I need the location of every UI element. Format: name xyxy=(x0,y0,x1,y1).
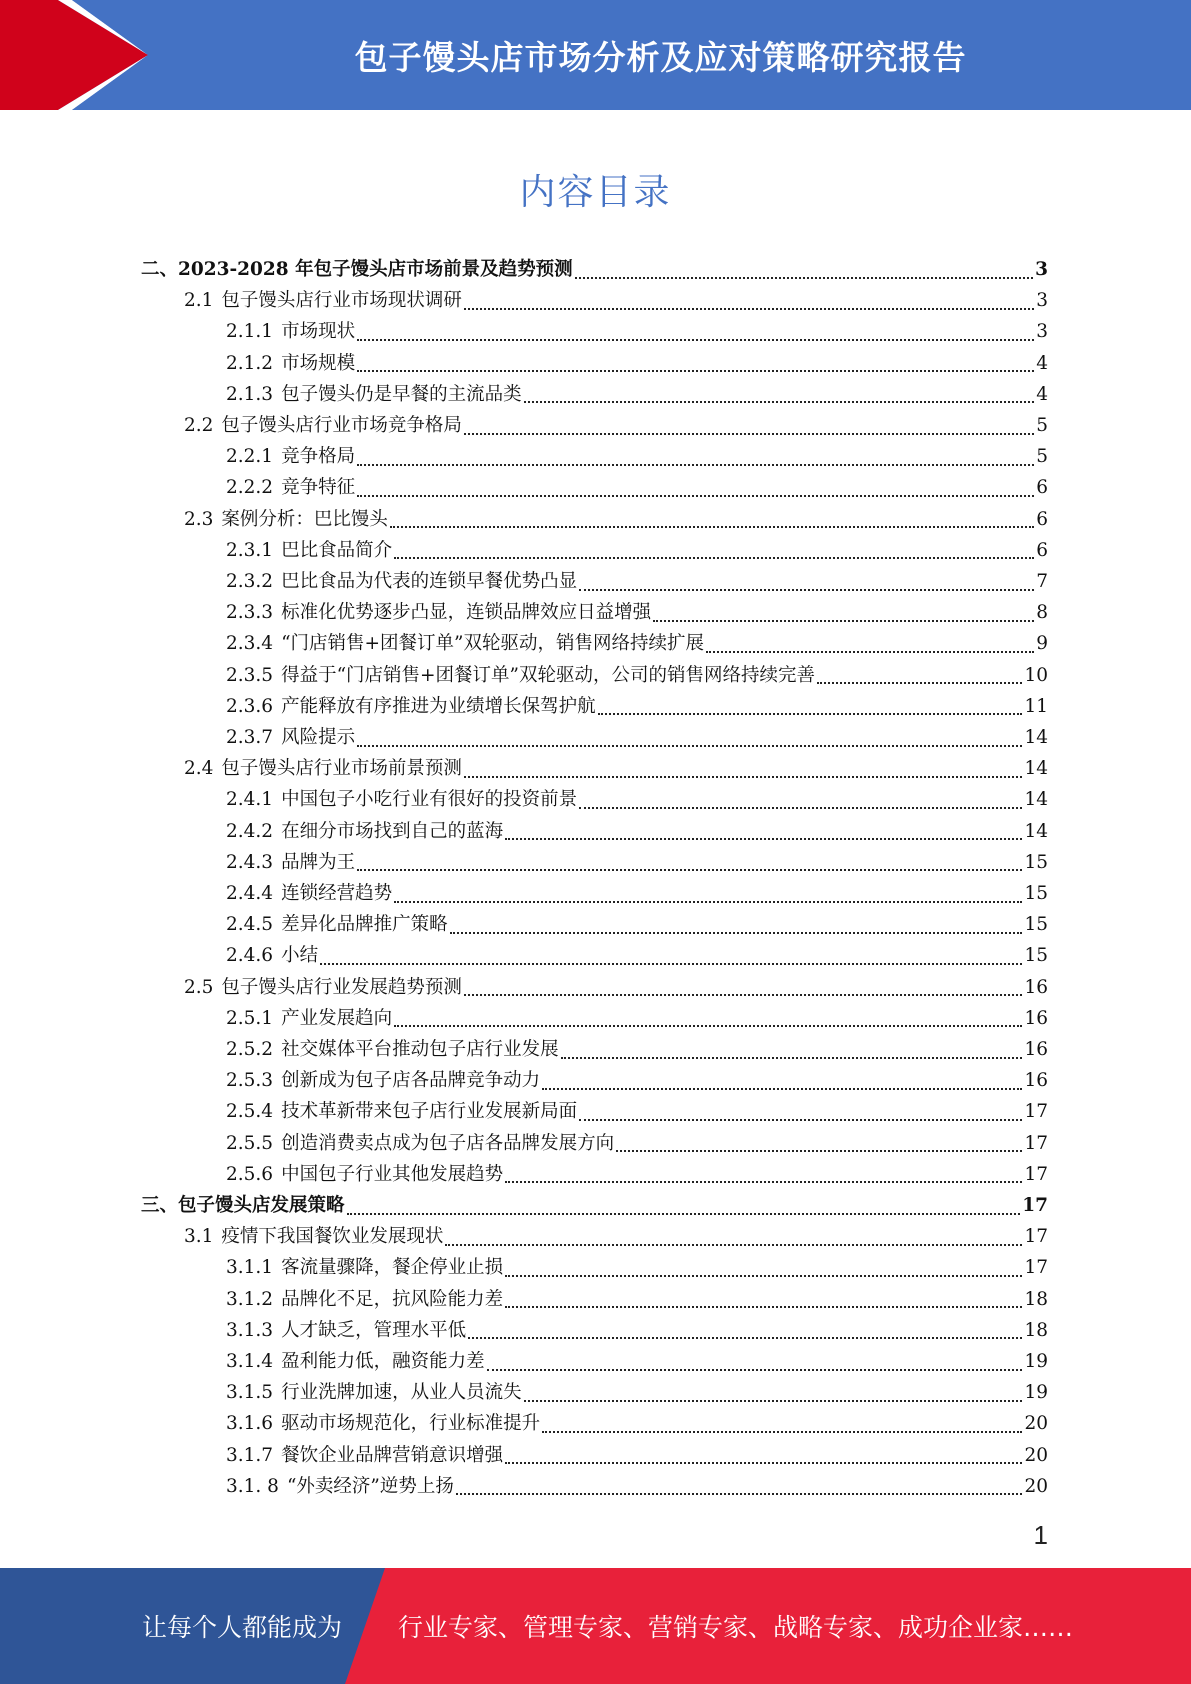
dot-leader xyxy=(468,1337,1022,1339)
toc-entry-number: 2.5.3 xyxy=(226,1070,274,1092)
toc-entry[interactable] xyxy=(226,1065,1048,1096)
dot-leader xyxy=(505,1181,1022,1183)
toc-entry-number: 3.1 xyxy=(184,1226,214,1248)
dot-leader xyxy=(575,277,1034,279)
toc-entry-page: 16 xyxy=(1024,1070,1048,1092)
toc-entry-number: 3.1.5 xyxy=(226,1382,274,1404)
toc-entry[interactable] xyxy=(226,784,1048,815)
toc-entry-title: 案例分析：巴比馒头 xyxy=(221,508,388,530)
dot-leader xyxy=(357,464,1034,466)
toc-entry-page: 6 xyxy=(1036,508,1048,530)
dot-leader xyxy=(542,1088,1022,1090)
toc-entry-page: 19 xyxy=(1024,1351,1048,1372)
toc-entry-page: 7 xyxy=(1036,571,1048,592)
toc-entry-number: 2.1.1 xyxy=(226,321,274,343)
toc-entry-title: 客流量骤降，餐企停业止损 xyxy=(281,1257,504,1279)
toc-entry[interactable] xyxy=(184,504,1048,535)
dot-leader xyxy=(598,713,1023,715)
dot-leader xyxy=(347,1213,1021,1215)
toc-entry-title: 竞争格局 xyxy=(281,446,356,468)
dot-leader xyxy=(579,1119,1022,1121)
toc-entry-title: 创新成为包子店各品牌竞争动力 xyxy=(281,1070,541,1092)
toc-entry-title: 包子馒头店行业市场前景预测 xyxy=(221,758,462,780)
dot-leader xyxy=(445,1244,1022,1246)
dot-leader xyxy=(357,339,1034,341)
toc-entry-title: 产能释放有序推进为业绩增长保驾护航 xyxy=(281,695,596,717)
dot-leader xyxy=(357,745,1022,747)
toc-entry-number: 2.3.4 xyxy=(226,633,274,655)
dot-leader xyxy=(357,495,1034,497)
toc-title: 内容目录 xyxy=(519,172,672,213)
dot-leader xyxy=(505,1462,1022,1464)
dot-leader xyxy=(524,1400,1023,1402)
toc-entry-title: 包子馒头店行业市场现状调研 xyxy=(221,290,462,312)
toc-entry[interactable] xyxy=(226,1096,1048,1127)
toc-entry[interactable] xyxy=(226,1377,1048,1408)
toc-entry-number: 2.5.4 xyxy=(226,1101,274,1123)
toc-entry[interactable] xyxy=(141,254,1048,285)
toc-entry-title: 包子馒头仍是早餐的主流品类 xyxy=(281,383,522,405)
header-banner xyxy=(0,0,1191,110)
toc-entry-page: 14 xyxy=(1024,758,1048,780)
toc-entry-page: 5 xyxy=(1036,446,1048,468)
toc-entry[interactable] xyxy=(226,816,1048,847)
toc-entry[interactable] xyxy=(226,597,1048,628)
toc-entry-title: 市场规模 xyxy=(281,352,356,374)
dot-leader xyxy=(464,308,1034,310)
toc-entry-number: 2.4.2 xyxy=(226,820,274,842)
toc-entry[interactable] xyxy=(184,972,1048,1003)
toc-entry[interactable] xyxy=(226,722,1048,753)
toc-entry-title: 疫情下我国餐饮业发展现状 xyxy=(221,1226,444,1248)
toc-entry[interactable] xyxy=(226,441,1048,472)
dot-leader xyxy=(505,1275,1022,1277)
report-title: 包子馒头店市场分析及应对策略研究报告 xyxy=(354,37,967,77)
toc-entry-page: 20 xyxy=(1024,1413,1048,1435)
toc-entry[interactable] xyxy=(226,909,1048,940)
toc-entry-number: 2.5.2 xyxy=(226,1039,274,1060)
toc-entry-number: 3.1.2 xyxy=(226,1288,274,1310)
dot-leader xyxy=(542,1431,1022,1433)
toc-entry-number: 2.3.6 xyxy=(226,695,274,717)
toc-entry[interactable] xyxy=(226,1346,1048,1377)
toc-entry-page: 17 xyxy=(1024,1101,1048,1123)
toc-entry[interactable] xyxy=(226,316,1048,347)
toc-entry-page: 17 xyxy=(1022,1195,1048,1216)
toc-entry[interactable] xyxy=(226,660,1048,691)
dot-leader xyxy=(394,901,1022,903)
toc-entry-number: 2.2 xyxy=(184,415,214,436)
toc-entry-title: 创造消费卖点成为包子店各品牌发展方向 xyxy=(281,1132,615,1154)
toc-entry[interactable] xyxy=(226,1003,1048,1034)
toc-entry-page: 18 xyxy=(1024,1319,1048,1341)
toc-entry[interactable] xyxy=(226,847,1048,878)
toc-entry-title: 小结 xyxy=(281,945,319,967)
toc-entry[interactable] xyxy=(226,1128,1048,1159)
toc-entry-page: 16 xyxy=(1024,1039,1048,1060)
toc-entry[interactable] xyxy=(226,1408,1048,1439)
toc-entry[interactable] xyxy=(226,1315,1048,1346)
toc-entry-page: 3 xyxy=(1036,290,1048,312)
toc-entry[interactable] xyxy=(226,1252,1048,1283)
toc-entry-number: 2.4.3 xyxy=(226,851,274,873)
dot-leader xyxy=(524,401,1035,403)
toc-entry-page: 17 xyxy=(1024,1226,1048,1248)
toc-entry-page: 6 xyxy=(1036,539,1048,561)
toc-entry-page: 9 xyxy=(1036,633,1048,655)
toc-entry[interactable] xyxy=(226,1471,1048,1502)
toc-entry[interactable] xyxy=(226,940,1048,971)
toc-entry-page: 4 xyxy=(1036,352,1048,374)
dot-leader xyxy=(505,838,1022,840)
toc-entry-title: 品牌为王 xyxy=(281,851,356,873)
dot-leader xyxy=(464,994,1023,996)
toc-entry-page: 17 xyxy=(1024,1132,1048,1154)
toc-entry-page: 8 xyxy=(1036,602,1048,624)
toc-entry-title: 品牌化不足，抗风险能力差 xyxy=(281,1288,504,1310)
toc-entry-number: 三、 xyxy=(141,1195,179,1216)
toc-entry-number: 2.5 xyxy=(184,976,214,998)
toc-entry-number: 2.5.6 xyxy=(226,1163,274,1185)
dot-leader xyxy=(653,620,1034,622)
toc-entry-page: 14 xyxy=(1024,820,1048,842)
footer-slogan-right: 行业专家、管理专家、营销专家、战略专家、成功企业家…… xyxy=(398,1613,1074,1642)
toc-entry-page: 11 xyxy=(1024,695,1048,717)
toc-entry-title: 差异化品牌推广策略 xyxy=(281,914,448,936)
dot-leader xyxy=(394,557,1034,559)
toc-entry-title: 产业发展趋向 xyxy=(281,1007,393,1029)
toc-entry-title: “外卖经济”逆势上扬 xyxy=(286,1475,454,1497)
toc-entry-number: 2.2.1 xyxy=(226,446,274,468)
toc-entry-title: “门店销售+团餐订单”双轮驱动，销售网络持续扩展 xyxy=(281,633,704,655)
toc-entry-title: 标准化优势逐步凸显，连锁品牌效应日益增强 xyxy=(281,602,652,624)
toc-entry[interactable] xyxy=(184,1221,1048,1252)
page-number: 1 xyxy=(1033,1520,1048,1550)
dot-leader xyxy=(579,589,1034,591)
toc-entry-number: 3.1. 8 xyxy=(226,1475,279,1497)
toc-entry-number: 2.1.2 xyxy=(226,352,274,374)
toc-entry[interactable] xyxy=(226,566,1048,597)
toc-entry-page: 20 xyxy=(1024,1475,1048,1497)
toc-entry-title: 竞争特征 xyxy=(281,477,356,499)
toc-entry[interactable] xyxy=(226,1284,1048,1315)
toc-entry[interactable] xyxy=(226,628,1048,659)
dot-leader xyxy=(616,1150,1022,1152)
toc-entry-page: 15 xyxy=(1024,914,1048,936)
toc-entry[interactable] xyxy=(226,878,1048,909)
toc-entry-number: 2.2.2 xyxy=(226,477,274,499)
toc-entry-page: 16 xyxy=(1024,1007,1048,1029)
dot-leader xyxy=(487,1369,1023,1371)
toc-entry-number: 2.4 xyxy=(184,758,214,780)
toc-entry-page: 15 xyxy=(1024,883,1048,904)
toc-entry-number: 3.1.7 xyxy=(226,1444,274,1466)
toc-entry-number: 2.3.7 xyxy=(226,727,274,748)
dot-leader xyxy=(390,526,1034,528)
toc-entry-title: 人才缺乏，管理水平低 xyxy=(281,1319,467,1341)
dot-leader xyxy=(320,963,1022,965)
toc-entry-page: 6 xyxy=(1036,477,1048,499)
toc-entry-page: 15 xyxy=(1024,945,1048,967)
dot-leader xyxy=(505,1306,1022,1308)
toc-entry-number: 2.3.5 xyxy=(226,664,274,686)
toc-entry-page: 14 xyxy=(1024,789,1048,811)
toc-entry-page: 16 xyxy=(1024,976,1048,998)
toc-entry[interactable] xyxy=(184,410,1048,441)
toc-entry-number: 2.4.1 xyxy=(226,789,274,811)
toc-entry-title: 得益于“门店销售+团餐订单”双轮驱动，公司的销售网络持续完善 xyxy=(281,664,815,686)
toc-entry-page: 3 xyxy=(1036,321,1048,343)
toc-entry-page: 17 xyxy=(1024,1163,1048,1185)
dot-leader xyxy=(357,869,1022,871)
toc-entry-title: 中国包子行业其他发展趋势 xyxy=(281,1163,504,1185)
dot-leader xyxy=(357,370,1034,372)
toc-entry-number: 3.1.3 xyxy=(226,1319,274,1341)
toc-entry-title: 行业洗牌加速，从业人员流失 xyxy=(281,1382,522,1404)
toc-entry-number: 2.3.3 xyxy=(226,602,274,624)
dot-leader xyxy=(394,1025,1022,1027)
toc-entry[interactable] xyxy=(141,1190,1048,1221)
toc-entry[interactable] xyxy=(226,1440,1048,1471)
toc-entry-page: 3 xyxy=(1035,259,1048,280)
footer-slogan-left: 让每个人都能成为 xyxy=(142,1613,343,1642)
toc-entry[interactable] xyxy=(226,691,1048,722)
toc-entry[interactable] xyxy=(226,535,1048,566)
toc-entry-number: 2.1 xyxy=(184,290,214,312)
dot-leader xyxy=(706,651,1034,653)
toc-entry-page: 19 xyxy=(1024,1382,1048,1404)
toc-entry-page: 4 xyxy=(1036,383,1048,405)
toc-entry-number: 2.3.1 xyxy=(226,539,274,561)
toc-entry-number: 2.5.1 xyxy=(226,1007,274,1029)
toc-entry-number: 2.3.2 xyxy=(226,571,274,592)
dot-leader xyxy=(456,1493,1023,1495)
toc-entry-page: 10 xyxy=(1024,664,1048,686)
toc-entry-page: 17 xyxy=(1024,1257,1048,1279)
toc-entry[interactable] xyxy=(226,472,1048,503)
toc-entry-title: 在细分市场找到自己的蓝海 xyxy=(281,820,504,842)
toc-entry-number: 2.5.5 xyxy=(226,1132,274,1154)
toc-entry-number: 2.1.3 xyxy=(226,383,274,405)
toc-entry[interactable] xyxy=(184,285,1048,316)
toc-entry-title: 包子馒头店行业发展趋势预测 xyxy=(221,976,462,998)
dot-leader xyxy=(450,932,1023,934)
toc-entry-title: 包子馒头店行业市场竞争格局 xyxy=(221,415,462,436)
dot-leader xyxy=(561,1057,1023,1059)
toc-entry-title: 社交媒体平台推动包子店行业发展 xyxy=(281,1039,559,1060)
toc-entry-page: 15 xyxy=(1024,851,1048,873)
toc-entry-title: 风险提示 xyxy=(281,727,356,748)
toc-entry[interactable] xyxy=(226,1034,1048,1065)
footer-banner xyxy=(0,1568,1191,1684)
toc-entry-number: 2.4.5 xyxy=(226,914,274,936)
toc-entry-page: 5 xyxy=(1036,415,1048,436)
toc-entry-number: 2.4.6 xyxy=(226,945,274,967)
dot-leader xyxy=(464,776,1023,778)
dot-leader xyxy=(817,682,1022,684)
toc-entry-title: 巴比食品简介 xyxy=(281,539,393,561)
toc-entry-title: 技术革新带来包子店行业发展新局面 xyxy=(281,1101,578,1123)
toc-entry-number: 2.4.4 xyxy=(226,883,274,904)
dot-leader xyxy=(579,807,1022,809)
toc-entry-page: 18 xyxy=(1024,1288,1048,1310)
toc-entry-title: 包子馒头店发展策略 xyxy=(178,1195,345,1216)
toc-entry[interactable] xyxy=(226,379,1048,410)
toc-entry-page: 14 xyxy=(1024,727,1048,748)
toc-entry-number: 3.1.4 xyxy=(226,1351,274,1372)
toc-entry-title: 市场现状 xyxy=(281,321,356,343)
toc-entry-number: 二、 xyxy=(141,259,179,280)
toc-entry-title: 中国包子小吃行业有很好的投资前景 xyxy=(281,789,578,811)
dot-leader xyxy=(464,433,1034,435)
toc-entry-title: 2023-2028 年包子馒头店市场前景及趋势预测 xyxy=(178,259,573,280)
toc-entry-number: 3.1.1 xyxy=(226,1257,274,1279)
toc-entry-number: 3.1.6 xyxy=(226,1413,274,1435)
toc-entry[interactable] xyxy=(184,753,1048,784)
toc-entry-title: 连锁经营趋势 xyxy=(281,883,393,904)
toc-entry-title: 驱动市场规范化，行业标准提升 xyxy=(281,1413,541,1435)
toc-entry[interactable] xyxy=(226,1159,1048,1190)
toc-entry-title: 盈利能力低，融资能力差 xyxy=(281,1351,485,1372)
toc-entry-title: 巴比食品为代表的连锁早餐优势凸显 xyxy=(281,571,578,592)
toc-entry-title: 餐饮企业品牌营销意识增强 xyxy=(281,1444,504,1466)
toc-entry-page: 20 xyxy=(1024,1444,1048,1466)
toc-entry[interactable] xyxy=(226,348,1048,379)
toc-entry-number: 2.3 xyxy=(184,508,214,530)
